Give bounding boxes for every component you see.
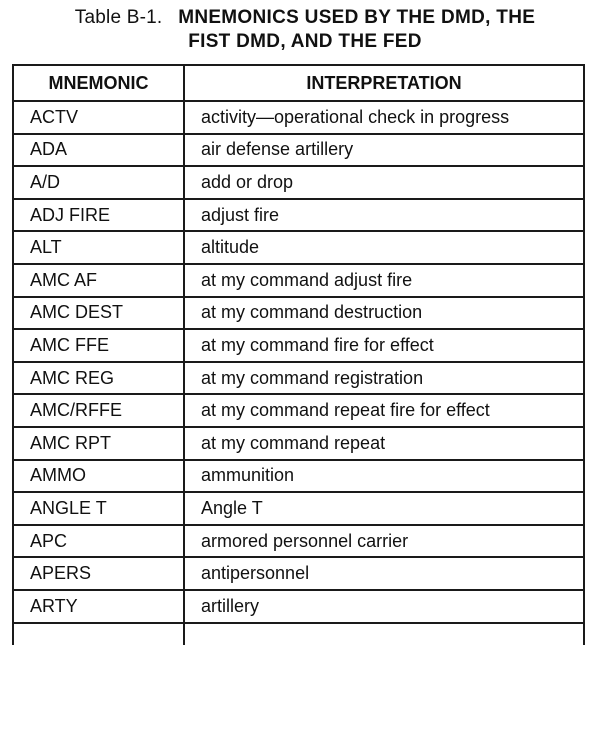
mnemonic-cell: AMC AF xyxy=(13,264,184,297)
table-title-line2: FIST DMD, AND THE FED xyxy=(188,31,422,52)
table-row xyxy=(13,231,584,264)
interpretation-cell: at my command fire for effect xyxy=(184,329,584,362)
table-title xyxy=(0,6,610,54)
interpretation-cell: at my command registration xyxy=(184,362,584,395)
mnemonic-cell: ANGLE T xyxy=(13,492,184,525)
mnemonic-cell: ALT xyxy=(13,231,184,264)
table-row xyxy=(13,264,584,297)
mnemonic-cell: APERS xyxy=(13,557,184,590)
mnemonic-cell: A/D xyxy=(13,166,184,199)
interpretation-cell: add or drop xyxy=(184,166,584,199)
table-row xyxy=(13,590,584,623)
table-row xyxy=(13,297,584,330)
table-row xyxy=(13,427,584,460)
table-title-line1: MNEMONICS USED BY THE DMD, THE xyxy=(178,7,536,28)
mnemonic-cell: ADJ FIRE xyxy=(13,199,184,232)
mnemonic-cell: AMC FFE xyxy=(13,329,184,362)
mnemonic-cell: AMC DEST xyxy=(13,297,184,330)
mnemonic-cell: ACTV xyxy=(13,101,184,134)
table-row xyxy=(13,460,584,493)
header-interpretation: INTERPRETATION xyxy=(184,65,584,101)
interpretation-cell: air defense artillery xyxy=(184,134,584,167)
mnemonic-cell: AMMO xyxy=(13,460,184,493)
interpretation-cell: Angle T xyxy=(184,492,584,525)
table-row xyxy=(13,362,584,395)
mnemonics-table xyxy=(12,64,585,645)
table-row xyxy=(13,134,584,167)
table-row xyxy=(13,557,584,590)
interpretation-cell: at my command repeat fire for effect xyxy=(184,394,584,427)
interpretation-cell: artillery xyxy=(184,590,584,623)
interpretation-cell: adjust fire xyxy=(184,199,584,232)
table-row xyxy=(13,166,584,199)
table-row xyxy=(13,394,584,427)
table-number: Table B-1. xyxy=(74,7,163,28)
interpretation-cell: at my command destruction xyxy=(184,297,584,330)
interpretation-cell: antipersonnel xyxy=(184,557,584,590)
mnemonic-cell: AMC RPT xyxy=(13,427,184,460)
empty-cell xyxy=(184,623,584,645)
mnemonic-cell: AMC/RFFE xyxy=(13,394,184,427)
table-body xyxy=(13,101,584,645)
table-row xyxy=(13,492,584,525)
interpretation-cell: at my command adjust fire xyxy=(184,264,584,297)
empty-cell xyxy=(13,623,184,645)
mnemonic-cell: ARTY xyxy=(13,590,184,623)
table-row xyxy=(13,101,584,134)
mnemonic-cell: AMC REG xyxy=(13,362,184,395)
interpretation-cell: at my command repeat xyxy=(184,427,584,460)
table-row xyxy=(13,525,584,558)
mnemonic-cell: ADA xyxy=(13,134,184,167)
header-row xyxy=(13,65,584,101)
interpretation-cell: armored personnel carrier xyxy=(184,525,584,558)
table-row xyxy=(13,329,584,362)
table-row xyxy=(13,199,584,232)
interpretation-cell: altitude xyxy=(184,231,584,264)
table-row-continuation xyxy=(13,623,584,645)
interpretation-cell: ammunition xyxy=(184,460,584,493)
header-mnemonic: MNEMONIC xyxy=(13,65,184,101)
mnemonic-cell: APC xyxy=(13,525,184,558)
interpretation-cell: activity—operational check in progress xyxy=(184,101,584,134)
